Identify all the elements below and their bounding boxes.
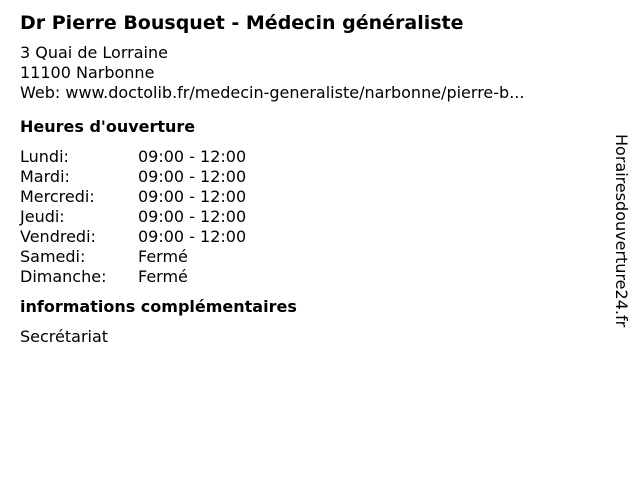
day-label: Mercredi: <box>20 187 95 206</box>
day-label: Mardi: <box>20 167 70 186</box>
additional-info-heading: informations complémentaires <box>20 297 297 316</box>
day-label: Dimanche: <box>20 267 107 286</box>
time-value: 09:00 - 12:00 <box>138 167 247 186</box>
business-card <box>20 10 600 347</box>
opening-hours-table <box>20 147 600 287</box>
hours-row-wednesday <box>20 187 600 207</box>
time-value: 09:00 - 12:00 <box>138 227 247 246</box>
address-block <box>20 43 600 103</box>
hours-row-tuesday <box>20 167 600 187</box>
time-value: 09:00 - 12:00 <box>138 187 247 206</box>
day-label: Samedi: <box>20 247 86 266</box>
day-label: Vendredi: <box>20 227 96 246</box>
time-value: 09:00 - 12:00 <box>138 147 247 166</box>
hours-row-thursday <box>20 207 600 227</box>
additional-info-text: Secrétariat <box>20 327 109 346</box>
hours-row-saturday <box>20 247 600 267</box>
time-value: 09:00 - 12:00 <box>138 207 247 226</box>
time-value: Fermé <box>138 247 188 266</box>
website-link[interactable]: Web: www.doctolib.fr/medecin-generaliste/narbonne/pierre-b... <box>20 83 525 102</box>
watermark-text: Horairesdouverture24.fr <box>612 134 631 328</box>
address-city: 11100 Narbonne <box>20 63 155 82</box>
hours-row-friday <box>20 227 600 247</box>
page-title: Dr Pierre Bousquet - Médecin généraliste <box>20 12 464 34</box>
opening-hours-heading: Heures d'ouverture <box>20 117 196 136</box>
hours-row-monday <box>20 147 600 167</box>
hours-row-sunday <box>20 267 600 287</box>
day-label: Lundi: <box>20 147 69 166</box>
address-street: 3 Quai de Lorraine <box>20 43 168 62</box>
time-value: Fermé <box>138 267 188 286</box>
day-label: Jeudi: <box>20 207 65 226</box>
site-watermark <box>611 134 631 370</box>
